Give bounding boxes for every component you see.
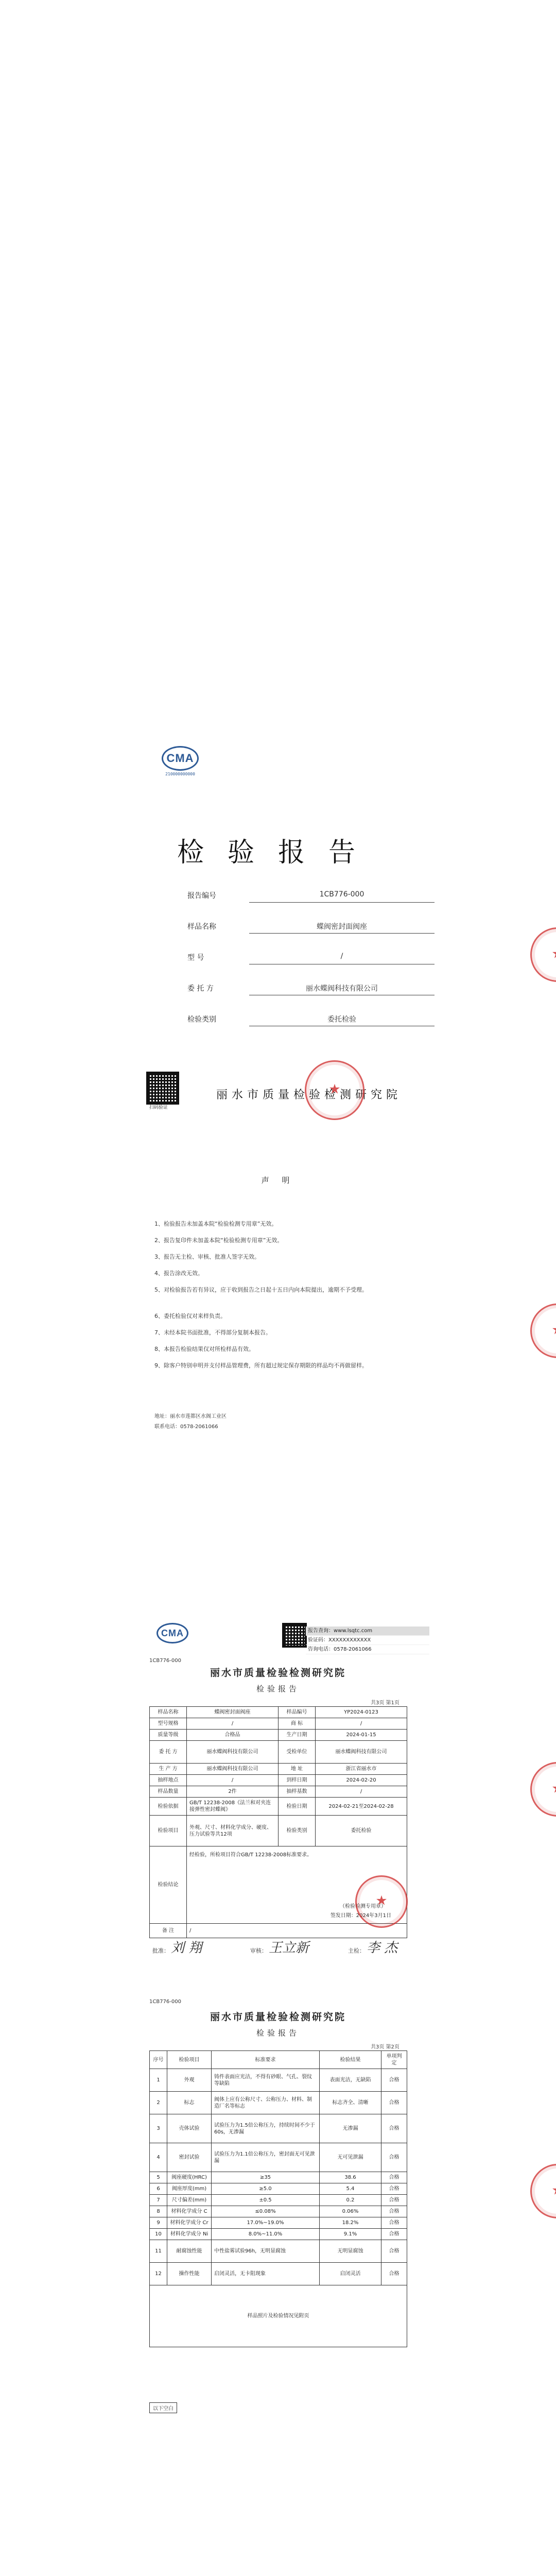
note-item: 5、对检验报告若有异议，应于收到报告之日起十五日内向本院提出，逾期不予受理。 <box>154 1286 368 1293</box>
cover-title: 检验报告 <box>177 837 379 868</box>
cma-mark-icon: CMA <box>157 1623 188 1643</box>
field-value: / <box>340 952 343 960</box>
institute-name: 丽水市质量检验检测研究院 <box>216 1089 402 1101</box>
results-table <box>149 2050 407 2347</box>
cover-field-model <box>187 948 435 967</box>
institute-seal <box>305 1060 364 1120</box>
edge-seal <box>530 1762 556 1817</box>
note-item: 9、除客户特别申明并支付样品管理费，所有超过规定保存期限的样品均不再做留样。 <box>154 1362 368 1369</box>
report-number: 1CB776-000 <box>149 1999 181 2005</box>
table-row: 2 标志 阀体上应有公称尺寸、公称压力、材料、制造厂名等标志 标志齐全、清晰 合格 <box>150 2092 407 2114</box>
table-row: 6 阀座厚度(mm) ≥5.0 5.4 合格 <box>150 2183 407 2195</box>
page-header <box>0 2009 556 2038</box>
table-row: 7 尺寸偏差(mm) ±0.5 0.2 合格 <box>150 2195 407 2206</box>
note-item: 8、本报告检验结果仅对所检样品有效。 <box>154 1346 254 1352</box>
note-item: 2、报告复印件未加盖本院“检验检测专用章”无效。 <box>154 1237 283 1244</box>
inspector-signature: 李 杰 <box>367 1940 398 1956</box>
cover-page <box>0 0 556 1139</box>
note-item: 1、检验报告未加盖本院“检验检测专用章”无效。 <box>154 1221 277 1227</box>
note-item: 3、报告无主检、审核、批准人签字无效。 <box>154 1253 260 1260</box>
table-row: 检验项目 外观、尺寸、材料化学成分、硬度、压力试验等共12项 检验类别 委托检验 <box>150 1816 407 1846</box>
field-value: 委托检验 <box>327 1015 356 1024</box>
note-item: 7、未经本院书面批准，不得部分复制本报告。 <box>154 1329 271 1336</box>
cma-mark-icon: CMA <box>162 746 199 771</box>
report-qr-code[interactable] <box>282 1623 307 1648</box>
field-label: 报告编号 <box>187 892 216 900</box>
cover-field-sample-name <box>187 917 435 936</box>
table-row: 质量等级 合格品 生产日期 2024-01-15 <box>150 1730 407 1741</box>
table-row: 样品数量 2件 抽样基数 / <box>150 1786 407 1798</box>
cma-logo <box>157 1623 188 1643</box>
field-label: 型 号 <box>187 954 204 962</box>
table-row: 11 耐腐蚀性能 中性盐雾试验96h，无明显腐蚀 无明显腐蚀 合格 <box>150 2240 407 2263</box>
table-row: 委 托 方 丽水蝶阀科技有限公司 受检单位 丽水蝶阀科技有限公司 <box>150 1741 407 1764</box>
table-row: 5 阀座硬度(HRC) ≥35 38.6 合格 <box>150 2172 407 2183</box>
inspection-seal <box>355 1875 408 1928</box>
notes-title: 声 明 <box>261 1176 295 1185</box>
end-note: 以下空白 <box>149 2402 177 2413</box>
cover-field-category <box>187 1010 435 1028</box>
conclusion-text: 经检验，所检项目符合GB/T 12238-2008标准要求。 <box>189 1852 312 1858</box>
institute-title: 丽水市质量检验检测研究院 <box>210 2011 346 2023</box>
note-item: 6、委托检验仅对来样负责。 <box>154 1313 226 1319</box>
inspector-label: 主检： <box>348 1947 365 1954</box>
table-row: 9 材料化学成分 Cr 17.0%~19.0% 18.2% 合格 <box>150 2217 407 2229</box>
qr-caption: 扫码验证 <box>149 1105 168 1110</box>
field-label: 委 托 方 <box>187 985 214 993</box>
remark-row: 备 注 / <box>150 1924 407 1938</box>
issue-date: 签发日期：2024年3月1日 <box>330 1913 391 1919</box>
table-row: 12 操作性能 启闭灵活，无卡阻现象 启闭灵活 合格 <box>150 2263 407 2285</box>
cover-field-report-no <box>187 886 435 905</box>
table-row: 10 材料化学成分 Ni 8.0%~11.0% 9.1% 合格 <box>150 2229 407 2240</box>
note-item: 4、报告涂改无效。 <box>154 1270 203 1277</box>
page-header <box>0 1665 556 1694</box>
report-number: 1CB776-000 <box>149 1658 181 1664</box>
conclusion-row: 检验结论 经检验，所检项目符合GB/T 12238-2008标准要求。 （检验检测专用章） 签发日期：2024年3月1日 <box>150 1846 407 1924</box>
report-info-box <box>306 1626 429 1654</box>
table-row: 样品名称 蝶阀密封面阀座 样品编号 YP2024-0123 <box>150 1707 407 1718</box>
edge-seal <box>530 2164 556 2218</box>
table-row: 8 材料化学成分 C ≤0.08% 0.06% 合格 <box>150 2206 407 2217</box>
institute-title: 丽水市质量检验检测研究院 <box>210 1667 346 1679</box>
edge-seal <box>530 927 556 982</box>
verify-code: 验证码：XXXXXXXXXXXX <box>306 1636 429 1645</box>
table-row: 生 产 方 丽水蝶阀科技有限公司 地 址 浙江省丽水市 <box>150 1764 407 1775</box>
cover-field-client <box>187 979 435 997</box>
field-value: 蝶阀密封面阀座 <box>317 923 367 931</box>
reviewer-label: 审核： <box>250 1947 267 1954</box>
approver-label: 批准： <box>152 1947 169 1954</box>
reviewer-signature: 王立新 <box>269 1940 309 1956</box>
hotline: 咨询电话：0578-2061066 <box>306 1645 429 1654</box>
page-number: 共3页 第1页 <box>371 1700 399 1706</box>
table-row: 抽样地点 / 到样日期 2024-02-20 <box>150 1775 407 1786</box>
query-url[interactable]: 报告查询：www.lsqtc.com <box>306 1626 429 1636</box>
approver-signature: 刘 翔 <box>171 1940 202 1956</box>
table-header-row: 序号 检验项目 标准要求 检验结果 单项判定 <box>150 2051 407 2069</box>
table-row: 1 外观 铸件表面应光洁，不得有砂眼、气孔、裂纹等缺陷 表面光洁，无缺陷 合格 <box>150 2069 407 2092</box>
table-row: 检验依据 GB/T 12238-2008《法兰和对夹连接弹性密封蝶阀》 检验日期 2024-02-21至2024-02-28 <box>150 1798 407 1816</box>
table-row: 型号规格 / 商 标 / <box>150 1718 407 1730</box>
report-subtitle: 检验报告 <box>256 1684 300 1693</box>
report-subtitle: 检验报告 <box>256 2028 300 2038</box>
field-label: 检验类别 <box>187 1015 216 1024</box>
table-row: 4 密封试验 试验压力为1.1倍公称压力，密封面无可见泄漏 无可见泄漏 合格 <box>150 2143 407 2172</box>
page-number: 共3页 第2页 <box>371 2044 399 2050</box>
field-value: 1CB776-000 <box>319 890 364 899</box>
photo-note-row: 样品照片及检验情况见附页 <box>150 2285 407 2347</box>
field-label: 样品名称 <box>187 923 216 931</box>
field-value: 丽水蝶阀科技有限公司 <box>306 985 378 993</box>
table-row: 3 壳体试验 试验压力为1.5倍公称压力，持续时间不少于60s，无渗漏 无渗漏 合格 <box>150 2114 407 2143</box>
phone-line: 联系电话：0578-2061066 <box>154 1424 218 1430</box>
address-line: 地址：丽水市莲都区水阁工业区 <box>154 1414 227 1419</box>
seal-caption: （检验检测专用章） <box>340 1904 386 1909</box>
cma-cert-number: 210000000000 <box>165 772 195 776</box>
verify-qr-code[interactable] <box>146 1072 179 1105</box>
cma-logo <box>162 746 199 776</box>
